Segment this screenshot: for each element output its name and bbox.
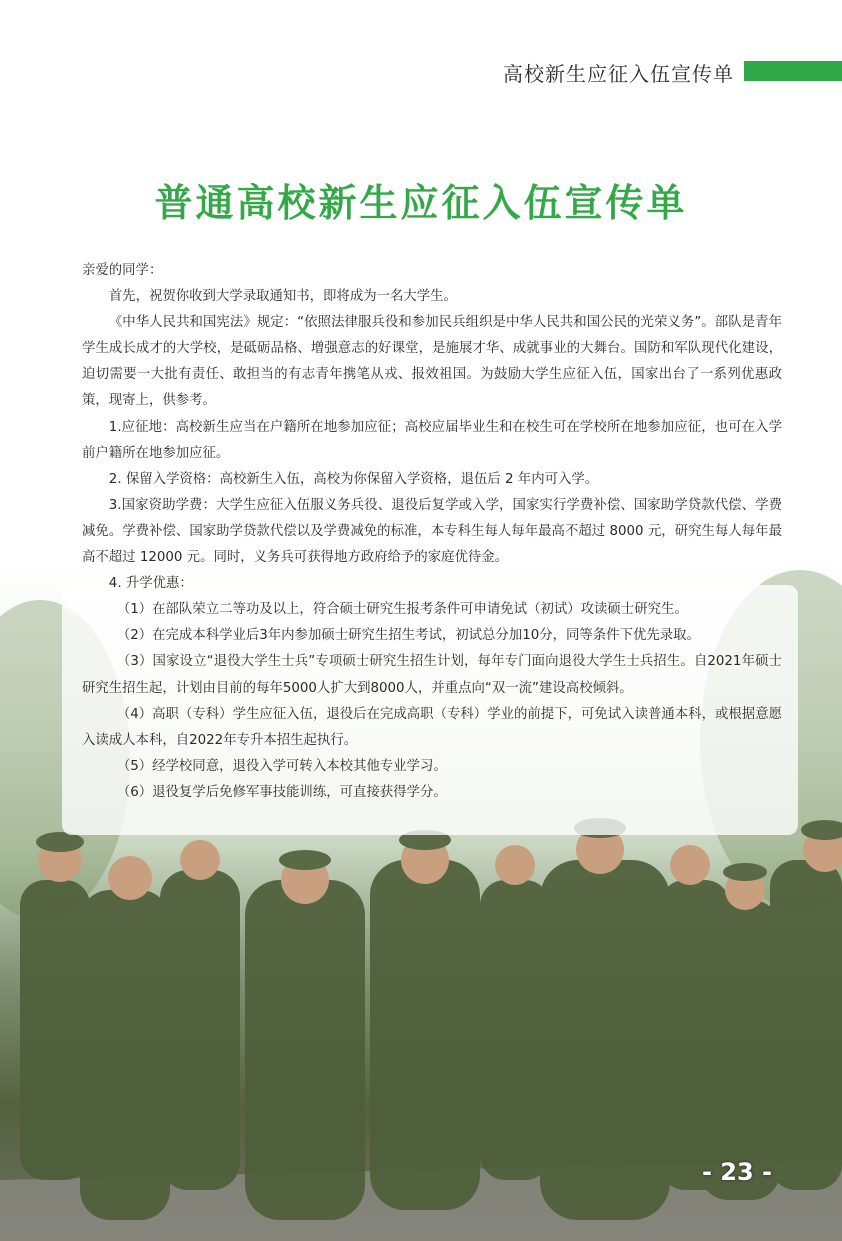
list-item: （5）经学校同意，退役入学可转入本校其他专业学习。: [116, 758, 447, 774]
header-accent-bar: [744, 61, 842, 81]
greeting: 亲爱的同学：: [82, 263, 163, 278]
page-title: 普通高校新生应征入伍宣传单: [154, 180, 688, 225]
paragraph: 首先，祝贺你收到大学录取通知书，即将成为一名大学生。: [108, 289, 457, 305]
list-item: （6）退役复学后免修军事技能训练，可直接获得学分。: [116, 784, 447, 800]
paragraph: 1.应征地：高校新生应当在户籍所在地参加应征；高校应届毕业生和在校生可在学校所在地参加应征，也可在入学前户籍所在地参加应征。: [82, 419, 782, 461]
paragraph: 4. 升学优惠：: [108, 576, 193, 592]
paragraph: 《中华人民共和国宪法》规定：“依照法律服兵役和参加民兵组织是中华人民共和国公民的光荣义务”。部队是青年学生成长成才的大学校，是砥砺品格、增强意志的好课堂，是施展才华、成就事业的大舞台。国防和军队现代化建设，迫切需要一大批有责任、敢担当的有志青年携笔从戎、报效祖国。为鼓励大学生应征入伍，国家出台了一系列优惠政策，现寄上，供参考。: [82, 315, 782, 409]
list-item: （4）高职（专科）学生应征入伍，退役后在完成高职（专科）学业的前提下，可免试入读普通本科，或根据意愿入读成人本科，自2022年专升本招生起执行。: [82, 706, 782, 748]
paragraph: 3.国家资助学费：大学生应征入伍服义务兵役、退役后复学或入学，国家实行学费补偿、国家助学贷款代偿、学费减免。学费补偿、国家助学贷款代偿以及学费减免的标准，本专科生每人每年最高不超过 8000 元，研究生每人每年最高不超过 12000 元。同时，义务兵可获得地方政府给予的家庭优待金。: [82, 497, 782, 566]
list-item: （3）国家设立“退役大学生士兵”专项硕士研究生招生计划，每年专门面向退役大学生士兵招生。自2021年硕士研究生招生起，计划由目前的每年5000人扩大到8000人，并重点向“双一流”建设高校倾斜。: [82, 654, 782, 696]
letter-body: [82, 258, 782, 806]
list-item: （2）在完成本科学业后3年内参加硕士研究生招生考试，初试总分加10分，同等条件下优先录取。: [116, 628, 700, 644]
list-item: （1）在部队荣立二等功及以上，符合硕士研究生报考条件可申请免试（初试）攻读硕士研究生。: [116, 602, 688, 618]
header-title: 高校新生应征入伍宣传单: [503, 62, 734, 86]
page-number: - 23 -: [701, 1158, 772, 1186]
paragraph: 2. 保留入学资格：高校新生入伍，高校为你保留入学资格，退伍后 2 年内可入学。: [108, 471, 599, 487]
